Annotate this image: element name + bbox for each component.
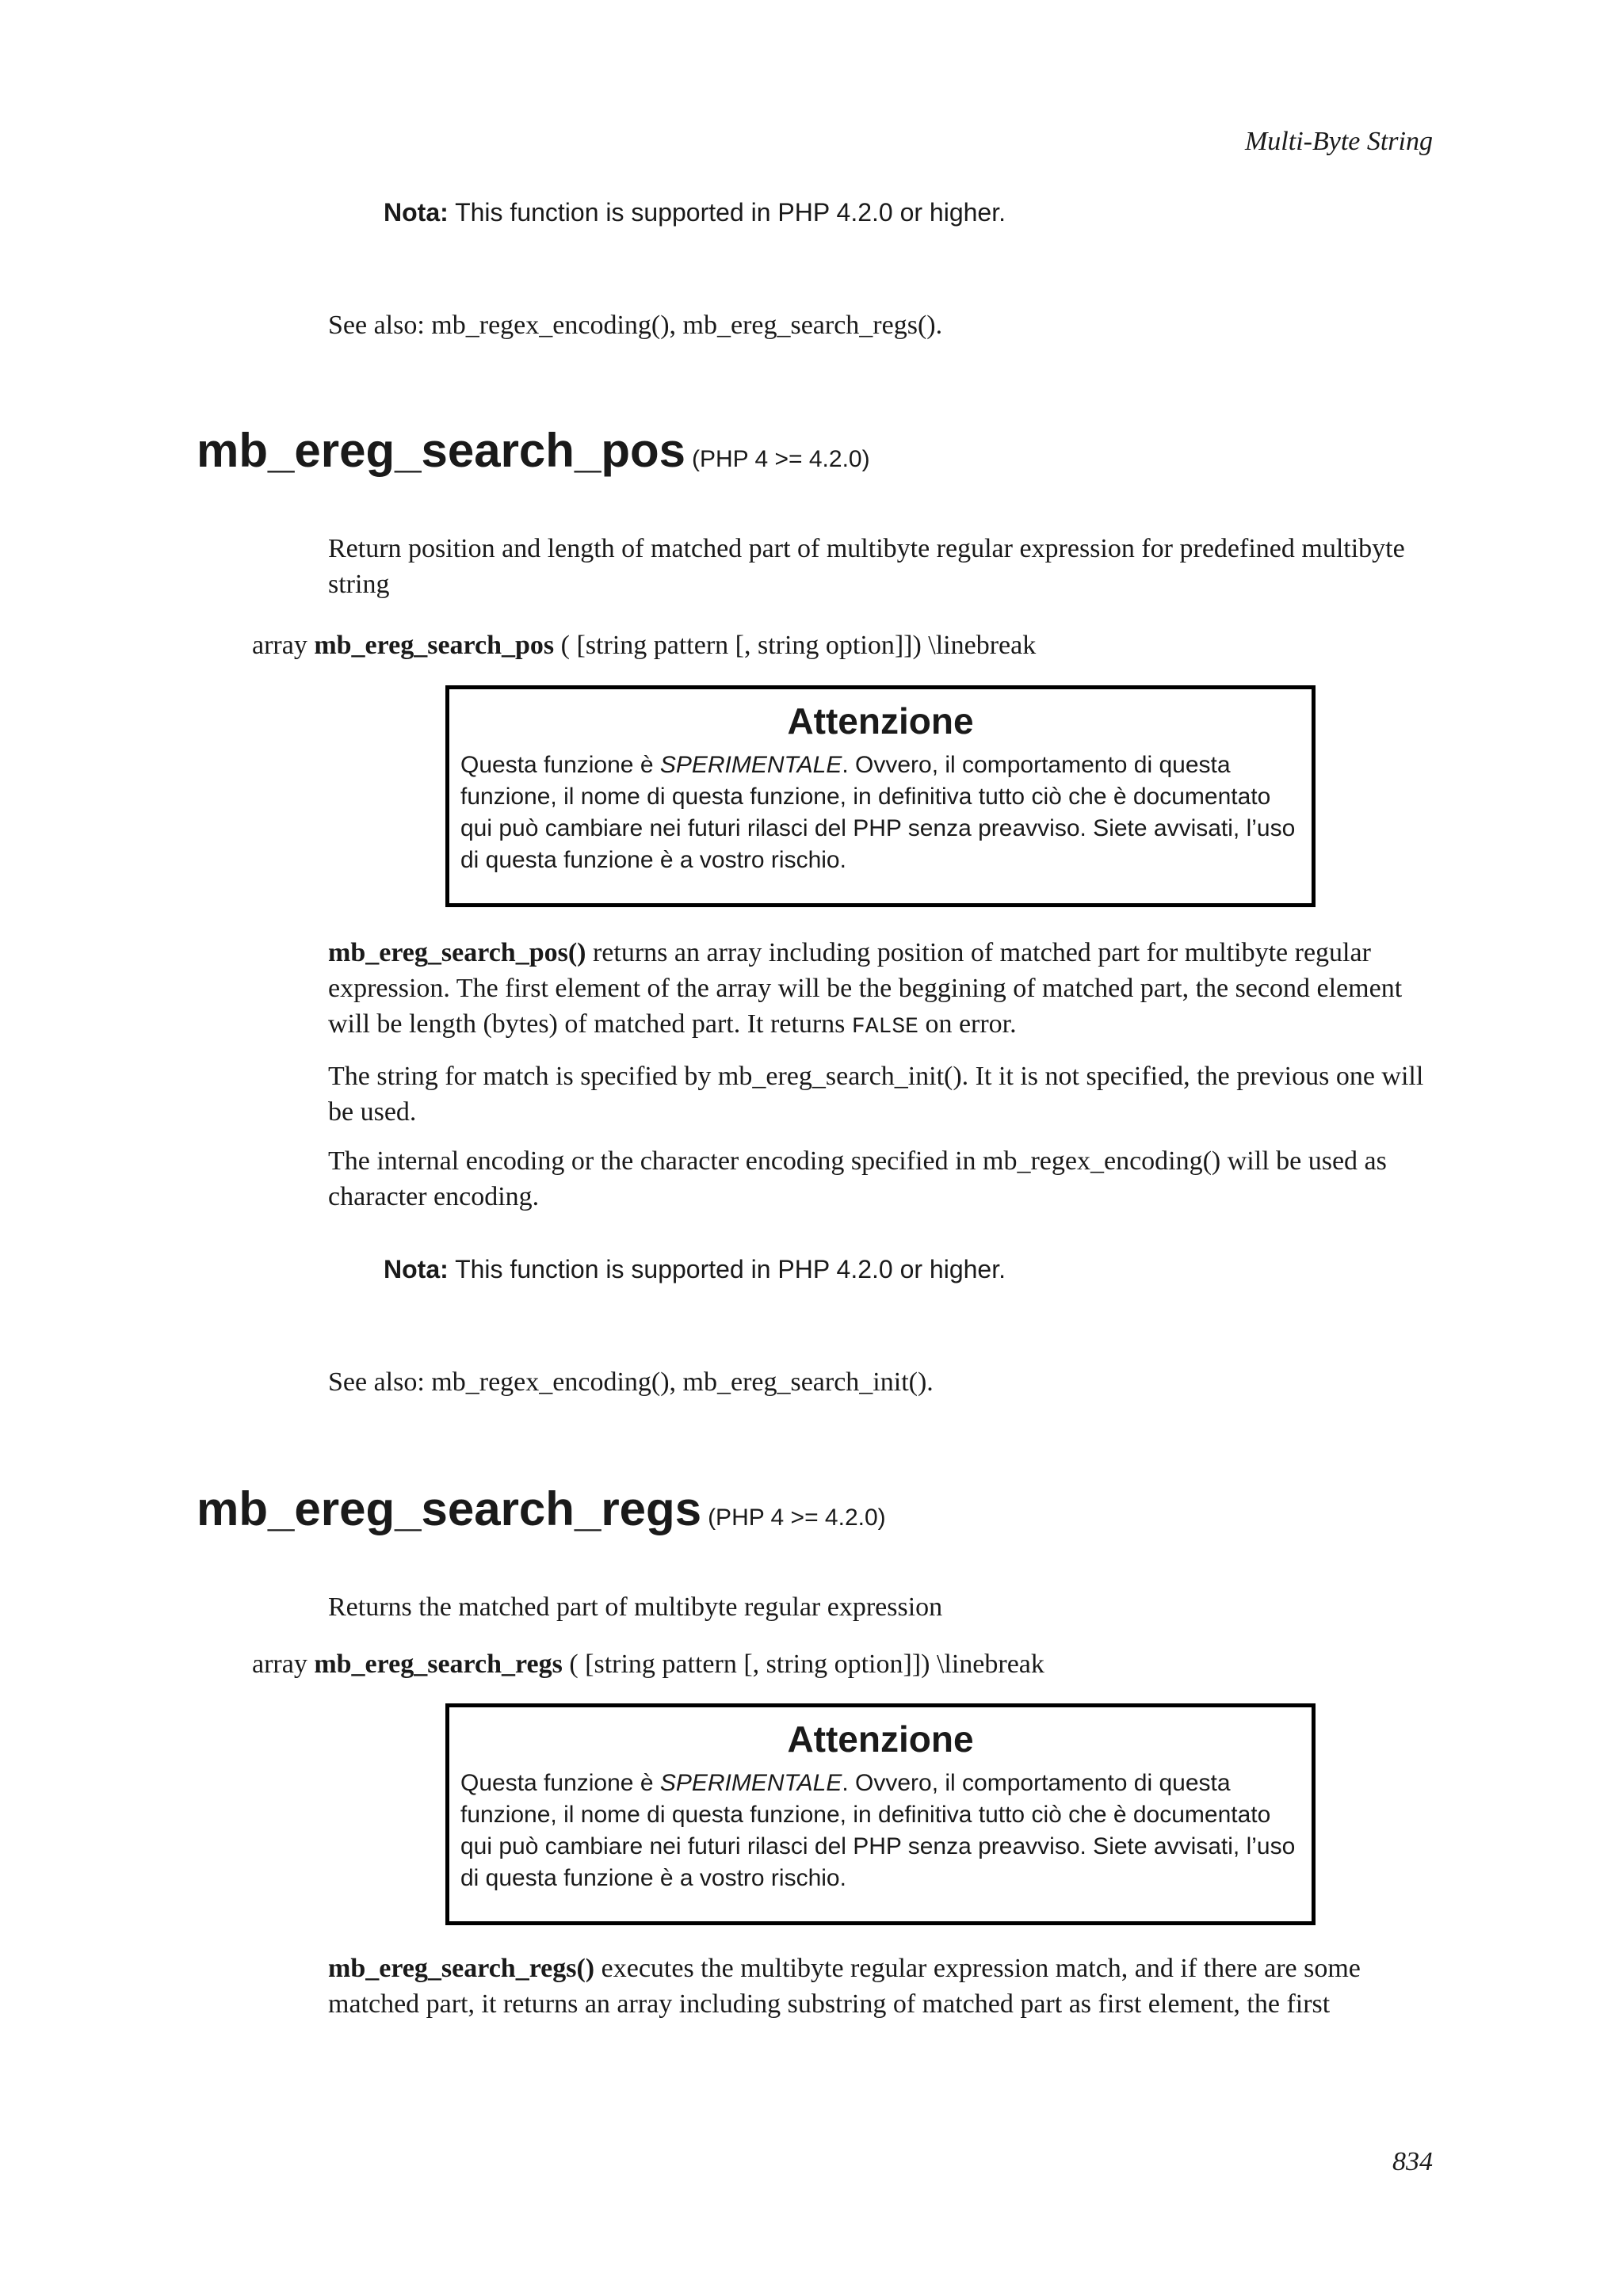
desc-func: mb_ereg_search_pos() [328,938,586,967]
section-heading-pos [197,423,870,478]
synopsis-regs [252,1650,1044,1680]
warning-em: SPERIMENTALE [659,752,842,778]
see-also-pos: See also: mb_regex_encoding(), mb_ereg_search_init(). [328,1367,934,1397]
synopsis-args: ( [string pattern [, string option]]) \linebreak [554,631,1037,660]
desc-end: on error. [918,1009,1017,1039]
desc-text: returns an array including position of matched part for multibyte regular expression. The first element of the array will be the beggining of matched part, the second element will be length (bytes) of matched part. It returns [328,938,1403,1039]
description-pos-1 [328,935,1438,1045]
note-text: This function is supported in PHP 4.2.0 or higher. [448,198,1006,227]
synopsis-args: ( [string pattern [, string option]]) \linebreak [562,1650,1044,1679]
warning-box-pos [445,685,1316,907]
note-top [384,198,1006,227]
warning-box-regs [445,1703,1316,1925]
desc-func: mb_ereg_search_regs() [328,1954,595,1983]
function-version: (PHP 4 >= 4.2.0) [692,446,870,472]
description-regs-1 [328,1951,1438,2022]
note-text: This function is supported in PHP 4.2.0 or higher. [448,1255,1006,1283]
running-header: Multi-Byte String [1244,127,1433,156]
desc-text: executes the multibyte regular expression match, and if there are some matched part, it returns an array including substring of matched part as first element, the first [328,1954,1361,2019]
synopsis-func: mb_ereg_search_regs [314,1650,563,1679]
description-pos-3: The internal encoding or the character encoding specified in mb_regex_encoding() will be used as character encoding. [328,1146,1387,1211]
warning-body [460,1768,1300,1894]
function-name: mb_ereg_search_pos [197,424,685,477]
function-version: (PHP 4 >= 4.2.0) [708,1505,886,1531]
synopsis-pos [252,631,1036,661]
synopsis-type: array [252,631,315,660]
warning-title: Attenzione [787,1718,974,1760]
synopsis-func: mb_ereg_search_pos [314,631,555,660]
see-also-top: See also: mb_regex_encoding(), mb_ereg_search_regs(). [328,311,943,340]
false-constant: FALSE [851,1015,918,1039]
page-number: 834 [1392,2147,1433,2176]
purpose-pos: Return position and length of matched part of multibyte regular expression for predefined multibyte string [328,534,1405,599]
section-heading-regs [197,1482,886,1536]
synopsis-type: array [252,1650,315,1679]
warning-post: . Ovvero, il comportamento di questa funzione, il nome di questa funzione, in definitiva tutto ciò che è documentato qui può cambiare nei futuri rilasci del PHP senza preavviso. Siete avvisati, l’uso di questa funzione è a vostro rischio. [460,1770,1296,1891]
purpose-regs: Returns the matched part of multibyte regular expression [328,1592,943,1622]
note-label: Nota: [384,198,449,227]
warning-title: Attenzione [787,700,974,742]
warning-body [460,749,1300,876]
function-name: mb_ereg_search_regs [197,1482,702,1535]
warning-pre: Questa funzione è [460,1770,660,1796]
warning-em: SPERIMENTALE [659,1770,842,1796]
warning-post: . Ovvero, il comportamento di questa funzione, il nome di questa funzione, in definitiva tutto ciò che è documentato qui può cambiare nei futuri rilasci del PHP senza preavviso. Siete avvisati, l’uso di questa funzione è a vostro rischio. [460,752,1296,873]
warning-pre: Questa funzione è [460,752,660,778]
note-pos [384,1255,1006,1284]
description-pos-2: The string for match is specified by mb_ereg_search_init(). It it is not specified, the previous one will be used. [328,1062,1424,1127]
note-label: Nota: [384,1255,449,1283]
